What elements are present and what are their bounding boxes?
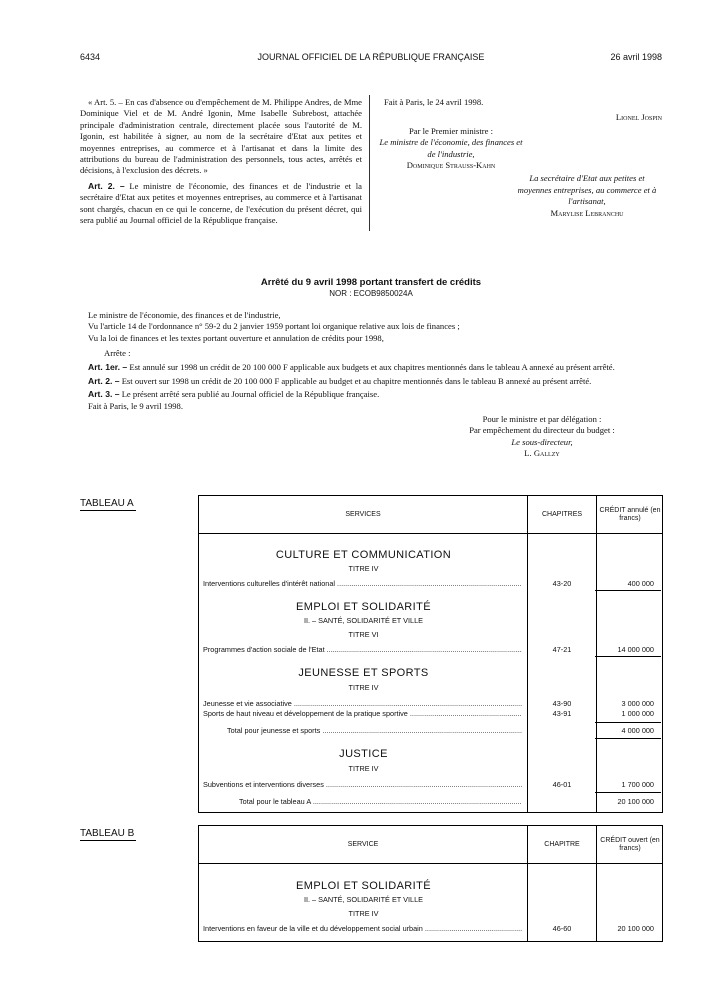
arrete-signature (80, 414, 662, 460)
page-number: 6434 (80, 52, 101, 62)
arrete-article-2-label: Art. 2. – (88, 375, 120, 386)
amount-underline (595, 792, 661, 793)
secretary-name: Marylise Lebranchu (550, 207, 624, 218)
arrete-article-1-text: Est annulé sur 1998 un crédit de 20 100 000 F applicable aux budgets et aux chapitres mentionnés dans le tableau A annexé au présent arrêté. (129, 362, 615, 373)
intro-vu-ordonnance: Vu l'article 14 de l'ordonnance n° 59-2 du 2 janvier 1959 portant loi organique relative aux lois de finances ; (88, 321, 460, 332)
article-2-text: Le ministre de l'économie, des finances et de l'industrie et la secrétaire d'Etat aux petites et moyennes entreprises, au commerce et à l'artisanat sont chargés, chacun en ce qui le concerne, de l'exécution du présent décret, qui sera publié au Journal officiel de la République française. (80, 180, 362, 226)
secretary-title: La secrétaire d'Etat aux petites et moyennes entreprises, au commerce et à l'artisanat, (517, 173, 657, 207)
arrete-word: Arrête : (104, 348, 131, 359)
secretary-signature-block (512, 173, 662, 219)
col-services: SERVICES (345, 510, 381, 518)
publication-date: 26 avril 1998 (610, 52, 662, 62)
row-amount: 20 100 000 (617, 924, 654, 933)
signatory-prime-minister: Lionel Jospin (615, 112, 662, 123)
table-row (199, 924, 662, 935)
row-label: Interventions culturelles d'intérêt national ..... (203, 579, 522, 588)
amount-underline (595, 656, 661, 657)
column-divider (369, 95, 370, 231)
amount-underline (595, 738, 661, 739)
section-emploi-titre: TITRE VI (348, 630, 379, 639)
row-label: Interventions en faveur de la ville et du développement social urbain ..... (203, 924, 522, 933)
row-amount: 400 000 (627, 579, 654, 588)
left-column (80, 97, 362, 230)
done-at-paris: Fait à Paris, le 24 avril 1998. (384, 97, 484, 107)
page-header (80, 52, 662, 66)
article-5-text: « Art. 5. – En cas d'absence ou d'empêchement de M. Philippe Andres, de Mme Dominique Viel et de M. André Igonin, Mme Isabelle Subrebost, attachée principale d'administration centrale, directement placée sous l'autorité de M. Igonin, est habilitée à signer, au nom de la secrétaire d'Etat aux petites et moyennes entreprises, au commerce et à l'artisanat et dans la limite des attributions du bureau de l'administration des personnels, tous actes, arrêtés et décisions, à l'exclusion des décrets. » (80, 97, 362, 176)
table-row (199, 709, 662, 720)
minister-signature-block (376, 126, 526, 172)
col-credit: CRÉDIT ouvert (en francs) (600, 836, 660, 852)
arrete-article-2 (80, 376, 662, 387)
section-culture-titre: TITRE IV (348, 564, 379, 573)
article-2-paragraph (80, 181, 362, 227)
row-amount: 3 000 000 (621, 699, 654, 708)
row-chapter: 46-60 (552, 924, 572, 933)
tableau-b-header (199, 826, 662, 864)
table-row (199, 780, 662, 791)
row-amount: 14 000 000 (617, 645, 654, 654)
grand-total-label: Total pour le tableau A ..... (239, 797, 522, 806)
section-justice-title: JUSTICE (339, 748, 388, 760)
amount-underline (595, 590, 661, 591)
row-amount: 1 000 000 (621, 709, 654, 718)
minister-title: Le ministre de l'économie, des finances et de l'industrie, (379, 137, 523, 159)
section-emploi-title: EMPLOI ET SOLIDARITÉ (296, 880, 431, 892)
sign-empechement: Par empêchement du directeur du budget : (469, 425, 615, 436)
table-row (199, 645, 662, 656)
col-chapitre: CHAPITRE (544, 840, 580, 848)
row-label: Jeunesse et vie associative ..... (203, 699, 522, 708)
row-label: Sports de haut niveau et développement de la pratique sportive ..... (203, 709, 522, 718)
tableau-a (198, 495, 663, 813)
sign-delegation: Pour le ministre et par délégation : (482, 414, 602, 425)
section-emploi-sub: II. – SANTÉ, SOLIDARITÉ ET VILLE (303, 616, 424, 625)
row-label: Programmes d'action sociale de l'Etat ..... (203, 645, 522, 654)
row-chapter: 43-90 (552, 699, 572, 708)
row-chapter: 46-01 (552, 780, 572, 789)
arrete-article-3 (80, 389, 662, 400)
tableau-a-header (199, 496, 662, 534)
total-amount: 4 000 000 (621, 726, 654, 735)
tableau-a-label: TABLEAU A (80, 498, 136, 511)
section-jeunesse-titre: TITRE IV (348, 683, 379, 692)
arrete-article-1 (80, 362, 662, 373)
section-emploi-title: EMPLOI ET SOLIDARITÉ (296, 601, 431, 613)
table-row (199, 579, 662, 590)
nor-reference: NOR : ECOB9850024A (329, 289, 413, 299)
total-label: Total pour jeunesse et sports ..... (227, 726, 522, 735)
arrete-section (80, 277, 662, 460)
sign-name: L. Gallzy (524, 448, 560, 459)
intro-vu-loi: Vu la loi de finances et les textes portant ouverture et annulation de crédits pour 1998, (88, 332, 384, 343)
arrete-article-1-label: Art. 1er. – (88, 362, 128, 373)
journal-title: JOURNAL OFFICIEL DE LA RÉPUBLIQUE FRANÇAISE (257, 52, 485, 62)
grand-total-amount: 20 100 000 (617, 797, 654, 806)
arrete-article-3-text: Le présent arrêté sera publié au Journal officiel de la République française. (121, 389, 380, 400)
intro-minister: Le ministre de l'économie, des finances et de l'industrie, (88, 309, 281, 320)
right-column (376, 97, 662, 219)
row-chapter: 47-21 (552, 645, 572, 654)
arrete-done: Fait à Paris, le 9 avril 1998. (88, 400, 183, 411)
article-2-label: Art. 2. – (88, 180, 125, 191)
section-justice-titre: TITRE IV (348, 764, 379, 773)
row-amount: 1 700 000 (621, 780, 654, 789)
amount-underline (595, 722, 661, 723)
row-chapter: 43-91 (552, 709, 572, 718)
col-service: SERVICE (347, 840, 379, 848)
tableau-b-label: TABLEAU B (80, 828, 135, 839)
minister-name: Dominique Strauss-Kahn (406, 160, 496, 171)
section-emploi-titre: TITRE IV (348, 909, 379, 918)
arrete-article-3-label: Art. 3. – (88, 389, 120, 400)
col-chapitres: CHAPITRES (541, 510, 583, 518)
row-chapter: 43-20 (552, 579, 572, 588)
section-jeunesse-title: JEUNESSE ET SPORTS (298, 667, 429, 679)
arrete-article-2-text: Est ouvert sur 1998 un crédit de 20 100 000 F applicable au budget et au chapitre mentionnés dans le tableau B annexé au présent arrêté. (121, 375, 592, 386)
sign-sous-directeur: Le sous-directeur, (511, 436, 573, 447)
arrete-title: Arrêté du 9 avril 1998 portant transfert de crédits (260, 277, 482, 288)
col-credit: CRÉDIT annulé (en francs) (599, 506, 661, 522)
table-grand-total-row (199, 797, 662, 808)
section-emploi-sub: II. – SANTÉ, SOLIDARITÉ ET VILLE (303, 895, 424, 904)
section-culture-title: CULTURE ET COMMUNICATION (275, 549, 452, 561)
table-total-row (199, 726, 662, 737)
par-premier-ministre: Par le Premier ministre : (408, 125, 493, 136)
tableau-b (198, 825, 663, 942)
row-label: Subventions et interventions diverses ..... (203, 780, 522, 789)
